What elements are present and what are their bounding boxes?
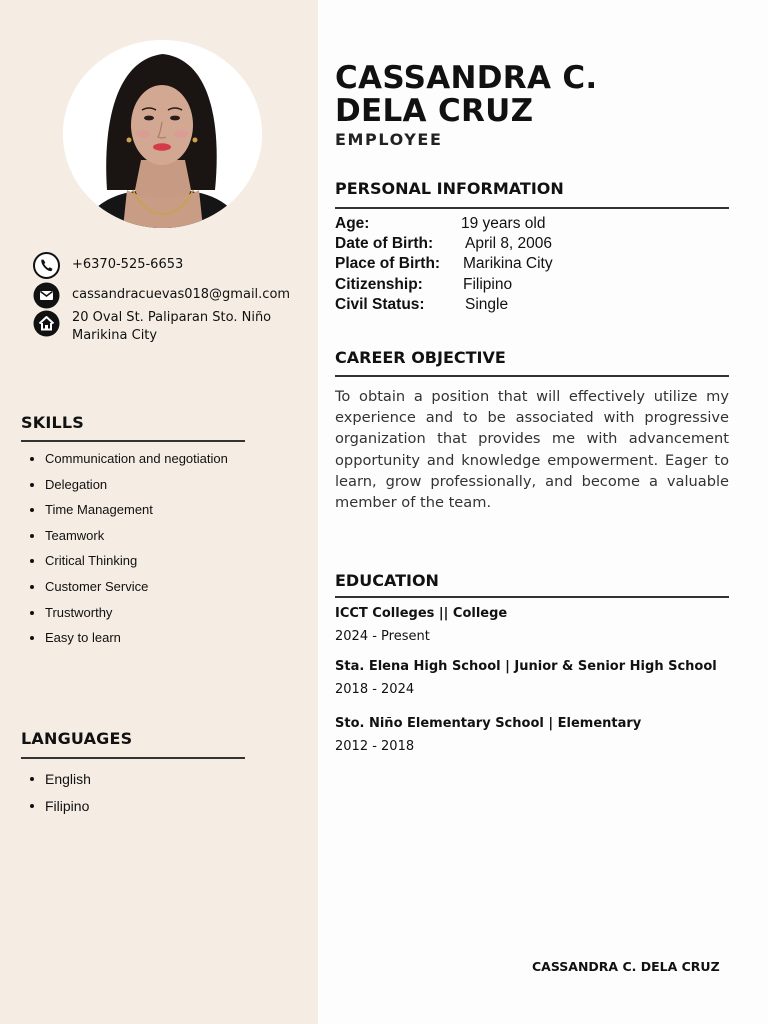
personal-info-row (335, 275, 513, 295)
portrait-illustration (63, 40, 262, 228)
personal-info-divider (335, 207, 729, 209)
skill-item: Communication and negotiation (30, 450, 228, 476)
personal-info-heading: PERSONAL INFORMATION (335, 179, 564, 198)
name-line-2: DELA CRUZ (335, 93, 534, 129)
school-years: 2024 - Present (335, 629, 430, 644)
job-title: EMPLOYEE (335, 130, 443, 149)
languages-divider (21, 757, 245, 759)
personal-info-row (335, 214, 546, 234)
skill-item: Delegation (30, 476, 228, 502)
info-value: Single (465, 295, 509, 313)
languages-list (30, 770, 91, 824)
name-line-1: CASSANDRA C. (335, 60, 598, 96)
career-objective-heading: CAREER OBJECTIVE (335, 348, 506, 367)
education-entry (335, 606, 507, 644)
skills-list (30, 450, 228, 655)
address-text (72, 309, 271, 345)
info-label: Civil Status: (335, 295, 425, 313)
skill-item: Customer Service (30, 578, 228, 604)
education-entry (335, 659, 717, 697)
info-value: Filipino (463, 275, 513, 293)
school-years: 2012 - 2018 (335, 739, 415, 754)
personal-info-row (335, 295, 509, 315)
education-divider (335, 596, 729, 598)
email-address[interactable]: cassandracuevas018@gmail.com (72, 287, 291, 302)
phone-icon (33, 252, 60, 279)
info-label: Place of Birth: (335, 255, 441, 273)
skill-item: Trustworthy (30, 604, 228, 630)
info-label: Date of Birth: (335, 235, 434, 253)
school-name: Sto. Niño Elementary School | Elementary (335, 716, 642, 731)
address-line-1: 20 Oval St. Paliparan Sto. Niño (72, 310, 272, 325)
address-line-2: Marikina City (72, 328, 158, 343)
skill-item: Easy to learn (30, 629, 228, 655)
personal-info-table (335, 214, 553, 315)
info-value: Marikina City (463, 255, 553, 273)
school-name: ICCT Colleges || College (335, 606, 508, 621)
school-years: 2018 - 2024 (335, 682, 415, 697)
education-heading: EDUCATION (335, 571, 439, 590)
profile-photo (63, 40, 262, 228)
info-label: Age: (335, 215, 370, 232)
info-value: April 8, 2006 (465, 235, 553, 253)
skill-item: Time Management (30, 501, 228, 527)
personal-info-row (335, 254, 553, 274)
skills-heading: SKILLS (21, 413, 84, 432)
home-icon (33, 310, 60, 337)
career-objective-divider (335, 375, 729, 377)
footer-name: CASSANDRA C. DELA CRUZ (532, 959, 720, 974)
info-label: Citizenship: (335, 275, 423, 293)
info-value: 19 years old (461, 215, 546, 232)
education-entry (335, 716, 641, 754)
skill-item: Teamwork (30, 527, 228, 553)
language-item: English (30, 770, 91, 797)
language-item: Filipino (30, 797, 91, 824)
email-icon (33, 282, 60, 309)
school-name: Sta. Elena High School | Junior & Senior High School (335, 659, 717, 674)
candidate-name (335, 62, 597, 128)
personal-info-row (335, 234, 553, 254)
career-objective-text: To obtain a position that will effectively utilize my experience and to be associated with progressive organization that provides me with advancement opportunity and knowledge empowerment. Eager to learn, grow professionally, and become a valuable member of the team. (335, 388, 729, 512)
phone-number[interactable]: +6370-525-6653 (72, 257, 184, 272)
skill-item: Critical Thinking (30, 552, 228, 578)
skills-divider (21, 440, 245, 442)
languages-heading: LANGUAGES (21, 729, 133, 748)
